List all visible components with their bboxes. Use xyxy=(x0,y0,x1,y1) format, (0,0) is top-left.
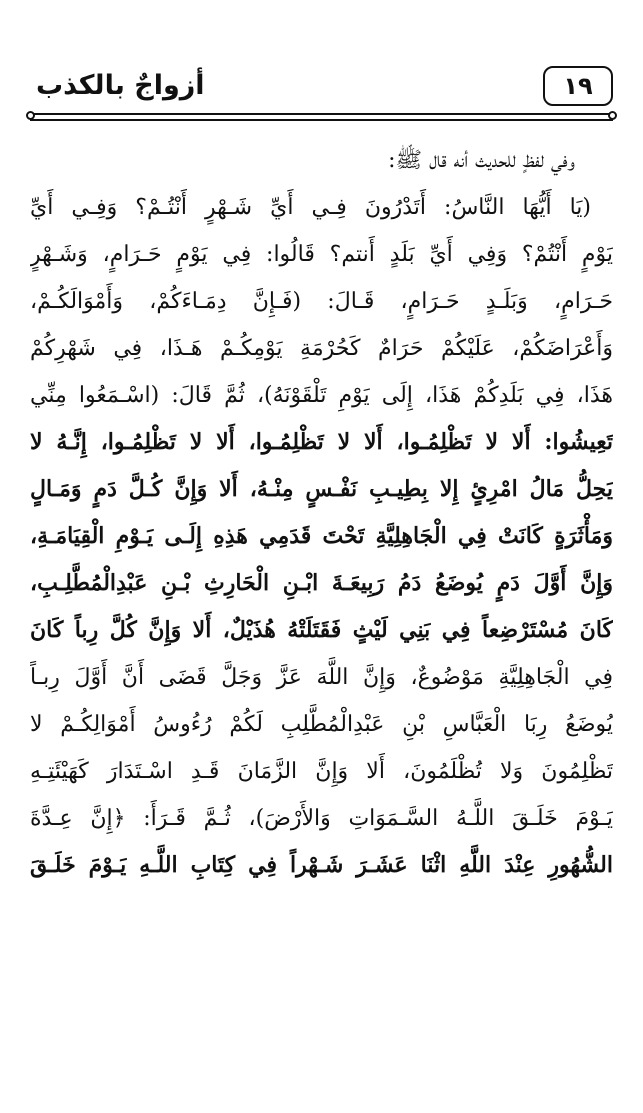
main-text xyxy=(30,137,613,889)
text-line: وَأَعْرَاضَكُمْ، عَلَيْكُمْ حَرَامٌ كَحُرْمَةِ يَوْمِكُـمْ هَـذَا، فِي شَهْرِكُمْ xyxy=(30,336,613,361)
text-line: حَـرَامٍ، وَبَلَـدٍ حَـرَامٍ، قَـالَ: (فَـإِنَّ دِمَـاءَكُمْ، وَأَمْوَالَكُـمْ، xyxy=(30,289,613,314)
text-line: وَمَأْثَرَةٍ كَانَتْ فِي الْجَاهِلِيَّةِ تَحْتَ قَدَمِي هَذِهِ إِلَـى يَـوْمِ الْقِيَامَـةِ، xyxy=(30,523,613,549)
text-line: هَذَا، فِي بَلَدِكُمْ هَذَا، إِلَى يَوْمِ تَلْقَوْنَهُ)، ثُمَّ قَالَ: (اسْـمَعُوا مِنِّي xyxy=(30,383,613,408)
page-number-badge: ١٩ xyxy=(543,66,613,106)
divider-line-top xyxy=(30,113,613,115)
divider-line-bottom xyxy=(30,119,613,121)
text-line: يَوْمٍ أَنْتُمْ؟ وَفِي أَيِّ بَلَدٍ أَنتم؟ قَالُوا: فِي يَوْمٍ حَـرَامٍ، وَشَـهْرٍ xyxy=(30,242,613,267)
text-line: كَانَ مُسْتَرْضِعاً فِي بَنِي لَيْثٍ فَقَتَلَتْهُ هُذَيْلٌ، أَلا وَإِنَّ كُلَّ رِباً كَانَ xyxy=(30,617,613,643)
text-line: وَإِنَّ أَوَّلَ دَمٍ يُوضَعُ دَمُ رَبِيعَـةَ ابْـنِ الْحَارِثِ بْـنِ عَبْدِالْمُطَّلِـبِ، xyxy=(30,570,613,596)
divider-end-ornament-right xyxy=(608,111,617,120)
text-line: (يَا أَيُّهَا النَّاسُ: أَتَدْرُونَ فِـي أَيِّ شَـهْرٍ أَنْتُـمْ؟ وَفِـي أَيِّ xyxy=(30,195,591,220)
text-line: يُوضَعُ رِبَا الْعَبَّاسِ بْنِ عَبْدِالْمُطَّلِبِ لَكُمْ رُءُوسُ أَمْوَالِكُـمْ لا xyxy=(30,712,613,737)
text-line-intro: وفي لفظٍ للحديث أنه قال ﷺ: xyxy=(388,148,575,173)
text-line: الشُّهُورِ عِنْدَ اللَّهِ اثْنَا عَشَـرَ شَـهْراً فِي كِتَابِ اللَّـهِ يَـوْمَ خَلَـقَ xyxy=(30,852,613,878)
running-title: أزواجٌ بالكذب xyxy=(36,70,205,101)
text-line: يَحِلُّ مَالُ امْرِئٍ إِلا بِطِيـبِ نَفْـسٍ مِنْـهُ، أَلا وَإِنَّ كُـلَّ دَمٍ وَمَـالٍ xyxy=(30,476,613,502)
text-line: تَظْلِمُونَ وَلا تُظْلَمُونَ، أَلا وَإِنَّ الزَّمَانَ قَـدِ اسْـتَدَارَ كَهَيْئَتِـهِ xyxy=(30,759,613,784)
text-line: فِي الْجَاهِلِيَّةِ مَوْضُوعٌ، وَإِنَّ اللَّهَ عَزَّ وَجَلَّ قَضَى أَنَّ أَوَّلَ رِبـاً xyxy=(30,665,613,690)
text-line: يَـوْمَ خَلَـقَ اللَّـهُ السَّـمَوَاتِ وَالأَرْضَ)، ثُـمَّ قَـرَأَ: ﴿إِنَّ عِـدَّةَ xyxy=(30,806,613,831)
text-line: تَعِيشُوا: أَلا لا تَظْلِمُـوا، أَلا لا تَظْلِمُـوا، أَلا لا تَظْلِمُـوا، إِنَّـهُ لا xyxy=(30,429,613,455)
page-header xyxy=(30,66,613,114)
header-divider xyxy=(30,113,613,123)
divider-end-ornament-left xyxy=(26,111,35,120)
